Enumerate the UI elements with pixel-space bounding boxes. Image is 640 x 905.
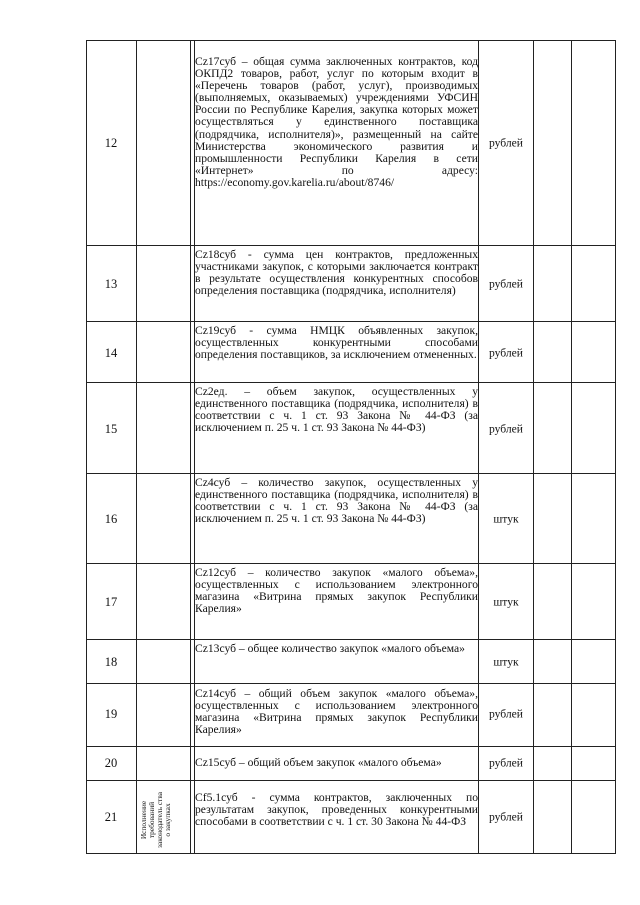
unit-label: рублей xyxy=(488,707,524,721)
indicator-description: Cz2ед. – объем закупок, осуществленных у единственного поставщика (подрядчика, исполнителя) в соответствии с ч. 1 ст. 93 Закона № 44-ФЗ (за исключением п. 25 ч. 1 ст. 93 Закона № 44-ФЗ) xyxy=(195,385,478,435)
row-number: 16 xyxy=(104,512,118,526)
indicator-description: Cz14суб – общий объем закупок «малого объема», осуществленных с использованием электронного магазина «Витрина прямых закупок Республики Карелия» xyxy=(195,687,478,737)
unit-label: штук xyxy=(493,512,519,526)
column-divider xyxy=(136,40,137,854)
row-number: 21 xyxy=(104,810,118,824)
indicator-description: Cf5.1суб - сумма контрактов, заключенных по результатам закупок, проведенных конкурентными способами в соответствии с ч. 1 ст. 30 Закона № 44-ФЗ xyxy=(195,791,478,829)
row-number: 17 xyxy=(104,595,118,609)
unit-label: штук xyxy=(493,595,519,609)
row-divider xyxy=(86,780,616,781)
column-divider xyxy=(571,40,572,854)
indicator-description: Cz17суб – общая сумма заключенных контрактов, код ОКПД2 товаров, работ, услуг по которым входит в «Перечень товаров (работ, услуг), производимых (выполняемых, оказываемых) учреждениями УФСИН России по Республике Карелия, закупка которых может осуществляться у единственного поставщика (подрядчика, исполнителя)», размещенный на сайте Министерства экономического развития и промышленности Республики Карелия в сети «Интернет» по адресу: https://economy.gov.karelia.ru/about/8746/ xyxy=(195,55,478,189)
table-right-border xyxy=(615,40,616,854)
indicator-description: Cz12суб – количество закупок «малого объема», осуществленных с использованием электронного магазина «Витрина прямых закупок Республики Карелия» xyxy=(195,566,478,616)
category-label: Исполнение требований законодатель ства о закупках xyxy=(139,792,172,848)
unit-label: рублей xyxy=(488,346,524,360)
row-divider xyxy=(86,473,616,474)
unit-label: рублей xyxy=(488,136,524,150)
row-number: 19 xyxy=(104,707,118,721)
row-number: 14 xyxy=(104,346,118,360)
column-divider xyxy=(478,40,479,854)
unit-label: штук xyxy=(493,655,519,669)
unit-label: рублей xyxy=(488,277,524,291)
row-divider xyxy=(86,746,616,747)
row-divider xyxy=(86,563,616,564)
row-divider xyxy=(86,245,616,246)
row-number: 15 xyxy=(104,422,118,436)
table-top-border xyxy=(86,40,616,41)
column-divider xyxy=(190,40,191,854)
row-number: 12 xyxy=(104,136,118,150)
indicator-description: Cz15суб – общий объем закупок «малого объема» xyxy=(195,756,442,769)
row-divider xyxy=(86,321,616,322)
indicator-description: Cz18суб - сумма цен контрактов, предложенных участниками закупок, с которыми заключается контракт в результате осуществления конкурентных способов определения поставщика (подрядчика, исполнителя) xyxy=(195,248,478,298)
table-bottom-border xyxy=(86,853,616,854)
row-divider xyxy=(86,382,616,383)
row-number: 13 xyxy=(104,277,118,291)
unit-label: рублей xyxy=(488,422,524,436)
column-divider xyxy=(533,40,534,854)
indicator-description: Cz4суб – количество закупок, осуществленных у единственного поставщика (подрядчика, исполнителя) в соответствии с ч. 1 ст. 93 Закона № 44-ФЗ (за исключением п. 25 ч. 1 ст. 93 Закона № 44-ФЗ) xyxy=(195,476,478,526)
unit-label: рублей xyxy=(488,756,524,770)
indicator-description: Cz19суб - сумма НМЦК объявленных закупок, осуществленных конкурентными способами определения поставщиков, за исключением отмененных. xyxy=(195,324,478,362)
row-number: 18 xyxy=(104,655,118,669)
row-divider xyxy=(86,639,616,640)
unit-label: рублей xyxy=(488,810,524,824)
row-number: 20 xyxy=(104,756,118,770)
row-divider xyxy=(86,683,616,684)
table-left-border xyxy=(86,40,87,854)
indicator-description: Cz13суб – общее количество закупок «малого объема» xyxy=(195,642,465,655)
